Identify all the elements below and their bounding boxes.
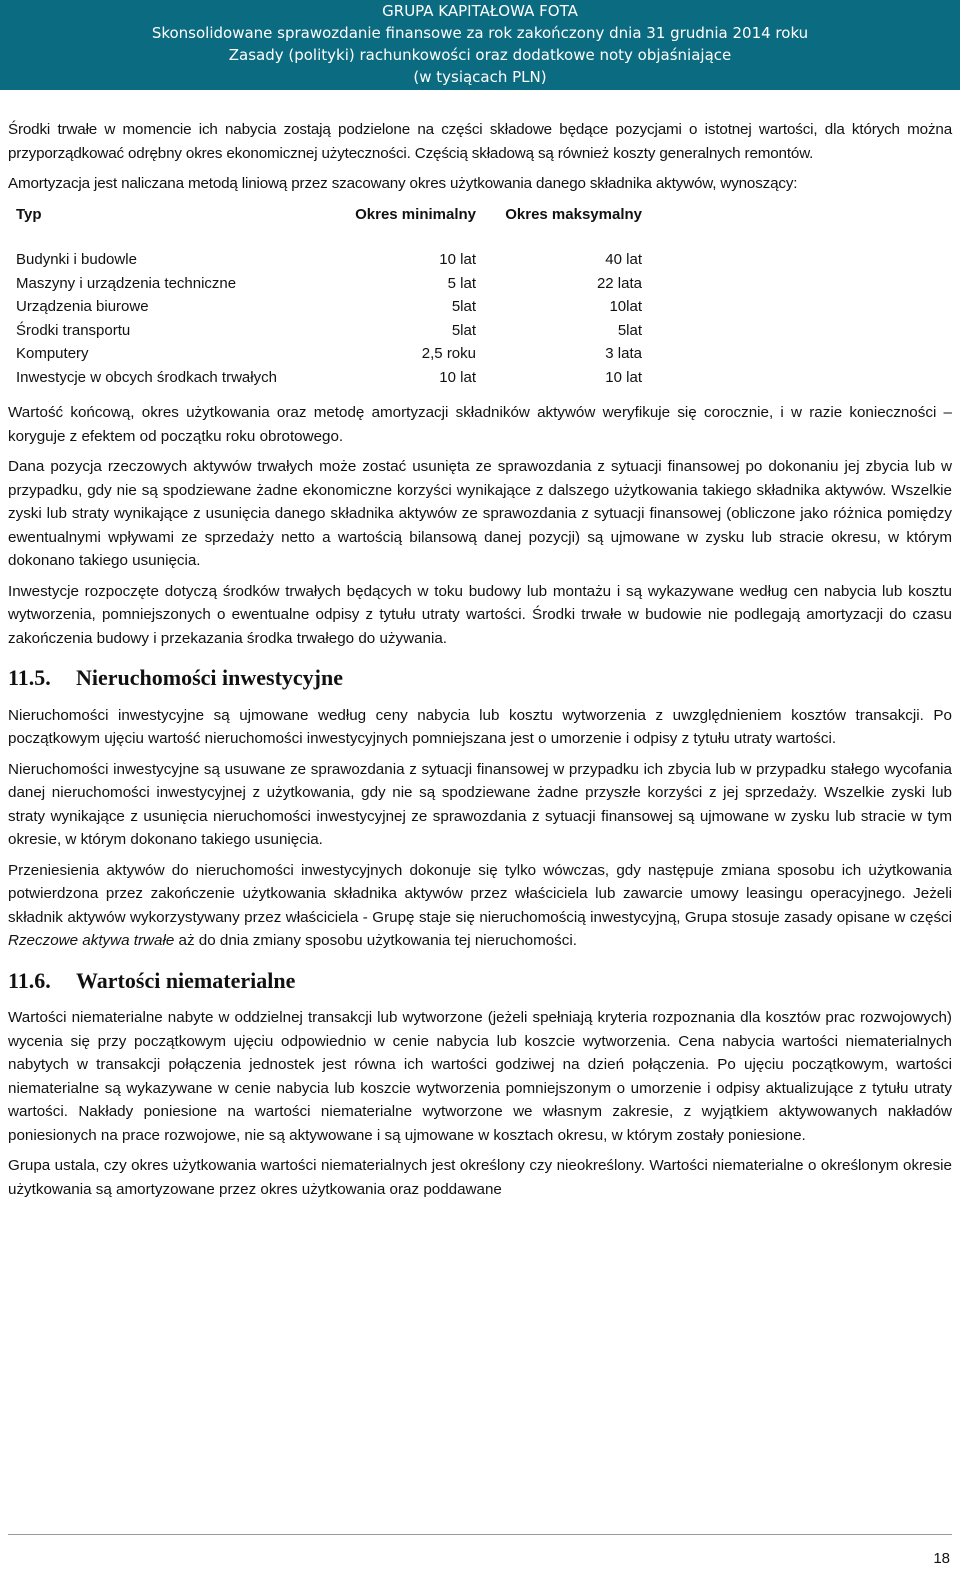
cross-reference: Rzeczowe aktywa trwałe [8, 932, 175, 949]
report-title: Skonsolidowane sprawozdanie finansowe za rok zakończony dnia 31 grudnia 2014 roku [151, 24, 809, 42]
paragraph-text: Przeniesienia aktywów do nieruchomości inwestycyjnych dokonuje się tylko wówczas, gdy następuje zmiana sposobu ich użytkowania potwierdzona przez zakończenie użytkowania składnika aktywów przez właściciela lub zawarcie umowy leasingu operacyjnego. Jeżeli składnik aktywów wykorzystywany przez właściciela - Grupę staje się nieruchomością inwestycyjną, Grupa stosuje zasady opisane w części [8, 861, 952, 926]
intro-paragraph-2: Amortyzacja jest naliczana metodą liniową przez szacowany okres użytkowania danego składnika aktywów, wynoszący: [8, 175, 798, 192]
intro-paragraph-1: Środki trwałe w momencie ich nabycia zostają podzielone na części składowe będące pozycjami o istotnej wartości, dla których można przyporządkować odrębny okres ekonomicznej użyteczności. Częścią składową są również koszty generalnych remontów. [8, 121, 952, 162]
section-11-5-paragraph-3 [8, 859, 952, 953]
row-type: Środki transportu [16, 321, 131, 339]
document-body [8, 118, 952, 1208]
table-row [16, 366, 952, 390]
paragraph-text: aż do dnia zmiany sposobu użytkowania tej nieruchomości. [174, 932, 577, 949]
row-type: Budynki i budowle [16, 251, 137, 268]
body-paragraph-residual-value: Wartość końcową, okres użytkowania oraz metodę amortyzacji składników aktywów weryfikuje się corocznie, i w razie konieczności – koryguje z efektem od początku roku obrotowego. [8, 404, 952, 445]
row-max: 5lat [617, 321, 642, 339]
report-subtitle: Zasady (polityki) rachunkowości oraz dodatkowe noty objaśniające [228, 46, 732, 64]
company-name: GRUPA KAPITAŁOWA FOTA [382, 2, 578, 20]
page-number: 18 [933, 1550, 950, 1567]
row-max: 3 lata [605, 345, 642, 362]
row-type: Inwestycje w obcych środkach trwałych [16, 368, 277, 386]
header-max-period: Okres maksymalny [505, 205, 642, 223]
footer-divider [8, 1534, 952, 1535]
section-heading-11-6 [8, 969, 952, 993]
row-type: Maszyny i urządzenia techniczne [16, 274, 237, 292]
row-min: 2,5 roku [421, 345, 476, 362]
section-heading-11-5 [8, 666, 952, 690]
row-min: 10 lat [439, 368, 476, 386]
depreciation-table [16, 203, 952, 390]
body-paragraph-construction: Inwestycje rozpoczęte dotyczą środków trwałych będących w toku budowy lub montażu i są wykazywane według cen nabycia lub kosztu wytworzenia, pomniejszonych o ewentualne odpisy z tytułu utraty wartości. Środki trwałe w budowie nie podlegają amortyzacji do czasu zakończenia budowy i przekazania środka trwałego do używania. [8, 582, 952, 647]
header-min-period: Okres minimalny [355, 205, 476, 223]
table-row [16, 248, 952, 272]
table-row [16, 319, 952, 343]
body-paragraph-derecognition: Dana pozycja rzeczowych aktywów trwałych może zostać usunięta ze sprawozdania z sytuacji finansowej po dokonaniu jej zbycia lub w przypadku, gdy nie są spodziewane żadne ekonomiczne korzyści wynikające z dalszego użytkowania takiego składnika aktywów. Wszelkie zyski lub straty wynikające z usunięcia danego składnika aktywów ze sprawozdania z sytuacji finansowej (obliczone jako różnica pomiędzy ewentualnymi wpływami ze sprzedaży netto a wartością bilansową danej pozycji) są ujmowane w zysku lub stracie okresu, w którym dokonano takiego usunięcia. [8, 458, 952, 569]
section-title: Nieruchomości inwestycyjne [76, 665, 344, 690]
section-11-6-paragraph-2: Grupa ustala, czy okres użytkowania wartości niematerialnych jest określony czy nieokreślony. Wartości niematerialne o określonym okresie użytkowania są amortyzowane przez okres użytkowania oraz poddawane [8, 1157, 952, 1198]
document-header [0, 0, 960, 90]
section-11-5-paragraph-2: Nieruchomości inwestycyjne są usuwane ze sprawozdania z sytuacji finansowej w przypadku ich zbycia lub w przypadku stałego wycofania danej nieruchomości inwestycyjnej z użytkowania, gdy nie są spodziewane żadne przyszłe korzyści z jej sprzedaży. Wszelkie zyski lub straty wynikające z usunięcia nieruchomości inwestycyjnej ze sprawozdania z sytuacji finansowej są ujmowane w zysku lub stracie w tym okresie, w którym dokonano takiego usunięcia. [8, 760, 952, 848]
section-title: Wartości niematerialne [76, 967, 296, 993]
table-row [16, 295, 952, 319]
row-max: 10lat [609, 298, 642, 315]
row-max: 10 lat [605, 368, 642, 386]
row-min: 5lat [451, 298, 476, 315]
row-max: 40 lat [605, 251, 642, 268]
section-11-6-paragraph-1: Wartości niematerialne nabyte w oddzielnej transakcji lub wytworzone (jeżeli spełniają kryteria rozpoznania dla kosztów prac rozwojowych) wycenia się przy początkowym ujęciu odpowiednio w cenie nabycia lub koszcie wytworzenia. Cena nabycia wartości niematerialnych nabytych w transakcji połączenia jednostek jest równa ich wartości godziwej na dzień połączenia. Po ujęciu początkowym, wartości niematerialne są wykazywane w cenie nabycia lub koszcie wytworzenia pomniejszonym o umorzenie i odpisy aktualizujące z tytułu utraty wartości. Nakłady poniesione na wartości niematerialne wytworzone we własnym zakresie, z wyjątkiem aktywowanych nakładów poniesionych na prace rozwojowe, nie są aktywowane i są ujmowane w kosztach okresu, w którym zostały poniesione. [8, 1009, 952, 1144]
row-min: 5 lat [447, 274, 476, 292]
section-number: 11.5. [8, 665, 51, 690]
table-row [16, 272, 952, 296]
row-min: 10 lat [439, 251, 476, 268]
table-row [16, 342, 952, 366]
header-type: Typ [16, 205, 42, 223]
table-header-row [16, 203, 952, 227]
row-min: 5lat [451, 321, 476, 339]
section-11-5-paragraph-1: Nieruchomości inwestycyjne są ujmowane według ceny nabycia lub kosztu wytworzenia z uwzględnieniem kosztów transakcji. Po początkowym ujęciu wartość nieruchomości inwestycyjnych pomniejszana jest o umorzenie i odpisy z tytułu utraty wartości. [8, 706, 952, 747]
row-type: Komputery [16, 345, 89, 362]
currency-note: (w tysiącach PLN) [413, 68, 547, 86]
section-number: 11.6. [8, 967, 51, 993]
row-max: 22 lata [596, 274, 642, 292]
row-type: Urządzenia biurowe [16, 298, 149, 315]
